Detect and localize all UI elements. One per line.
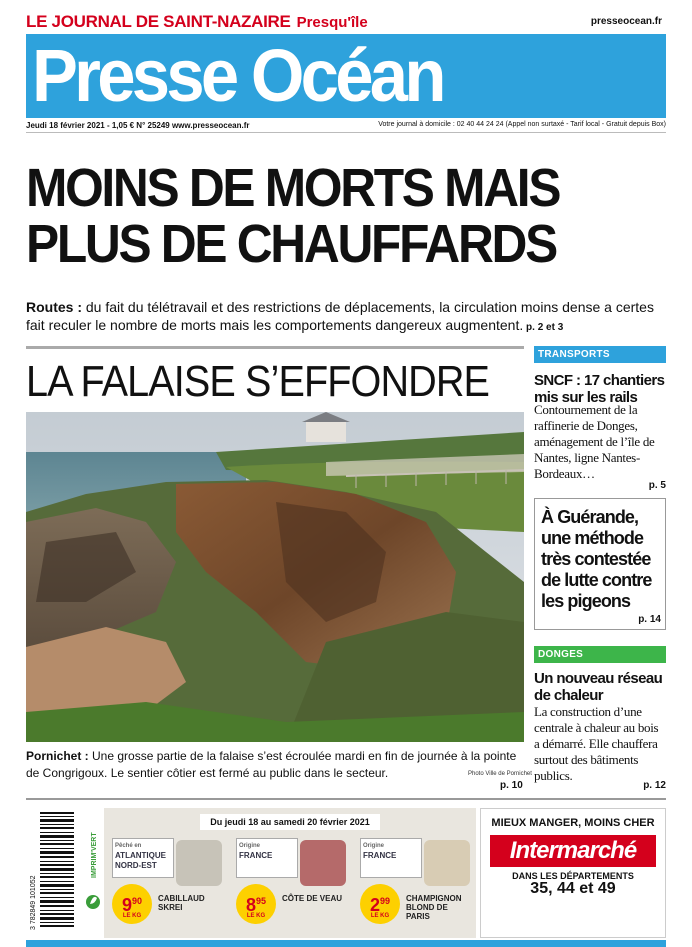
headline-standfirst — [26, 298, 666, 337]
sncf-page-ref[interactable]: p. 5 — [648, 480, 666, 491]
donges-page-ref[interactable]: p. 12 — [643, 780, 666, 791]
caption-kicker: Pornichet : — [26, 749, 89, 763]
origin-label: Pêché en ATLANTIQUE NORD-EST — [112, 838, 174, 878]
sncf-title[interactable]: SNCF : 17 chantiers mis sur les rails — [534, 372, 665, 406]
department-numbers: 35, 44 et 49 — [530, 880, 616, 897]
origin-label: Origine FRANCE — [236, 838, 298, 878]
cliff-photo-illustration — [26, 412, 524, 742]
product-name: CÔTE DE VEAU — [282, 894, 343, 903]
newspaper-logo: Presse Océan — [32, 34, 443, 117]
fish-icon — [176, 840, 222, 886]
transports-tag: TRANSPORTS — [534, 346, 666, 363]
edition-name: LE JOURNAL DE SAINT-NAZAIRE — [26, 12, 291, 31]
donges-title[interactable]: Un nouveau réseau de chaleur — [534, 670, 663, 704]
cliff-collapse-photo — [26, 412, 524, 742]
donges-tag: DONGES — [534, 646, 666, 663]
standfirst-kicker: Routes : — [26, 299, 82, 315]
guerande-teaser[interactable] — [534, 498, 666, 630]
mushroom-icon — [424, 840, 470, 886]
eco-label: IMPRIM'VERT — [91, 832, 98, 878]
standfirst-page-ref[interactable]: p. 2 et 3 — [523, 322, 564, 333]
department-label: DANS LES DÉPARTEMENTS — [512, 871, 634, 881]
intermarche-logo: Intermarché — [490, 835, 656, 867]
barcode-icon — [26, 806, 80, 934]
imprim-vert-badge — [84, 808, 102, 918]
promo-tile-veau[interactable] — [230, 832, 350, 936]
barcode-number: 3 782849 101052 — [30, 875, 37, 930]
imprim-vert-icon — [84, 808, 102, 918]
ad-slogan: MIEUX MANGER, MOINS CHER — [491, 817, 655, 829]
section-divider — [26, 346, 524, 349]
headline-line-1: MOINS DE MORTS MAIS — [26, 158, 560, 218]
main-headline[interactable] — [26, 160, 615, 272]
product-name: CABILLAUD SKREI — [158, 894, 205, 912]
promo-dates: Du jeudi 18 au samedi 20 février 2021 — [200, 814, 380, 830]
promo-tile-cabillaud[interactable] — [106, 832, 226, 936]
falaise-title[interactable]: LA FALAISE S’EFFONDRE — [26, 357, 490, 406]
promotion-banner[interactable] — [104, 808, 476, 938]
edition-strip — [26, 10, 666, 34]
standfirst-text: du fait du télétravail et des restrictions de déplacements, la circulation moins dense a certes fait reculer le nombre de morts mais les comportements dangereux augmentent. — [26, 299, 654, 333]
product-name: CHAMPIGNON BLOND DE PARIS — [406, 894, 462, 921]
photo-credit: Photo Ville de Pornichet — [468, 771, 532, 777]
edition-subtitle: Presqu'île — [296, 13, 368, 31]
falaise-page-ref[interactable]: p. 10 — [500, 780, 523, 791]
price-badge: $2^{99}$ LE KG — [360, 884, 400, 924]
barcode — [26, 806, 80, 934]
price-badge: $9^{90}$ LE KG — [112, 884, 152, 924]
intermarche-ad[interactable] — [480, 808, 666, 938]
caption-text: Une grosse partie de la falaise s’est écroulée mardi en fin de journée à la pointe de Congrigoux. Le sentier côtier est fermé au public dans le secteur. — [26, 749, 517, 780]
headline-line-2: PLUS DE CHAUFFARDS — [26, 214, 556, 274]
sncf-body: Contournement de la raffinerie de Donges, aménagement de l’île de Nantes, ligne Nantes-Bordeaux… — [534, 402, 655, 481]
guerande-page-ref: p. 14 — [638, 614, 661, 625]
issue-info: Jeudi 18 février 2021 - 1,05 € N° 25249 www.presseocean.fr — [26, 121, 250, 130]
masthead-banner — [26, 34, 666, 118]
guerande-title: À Guérande, une méthode très contestée de lutte contre les pigeons — [541, 507, 652, 611]
website-label[interactable]: presseocean.fr — [590, 16, 662, 27]
ad-divider — [26, 798, 666, 800]
donges-body: La construction d’une centrale à chaleur au bois a démarré. Elle chauffera surtout des bâtiments publics. — [534, 704, 659, 783]
subscription-info: Votre journal à domicile : 02 40 44 24 24 (Appel non surtaxé - Tarif local - Gratuit depuis Box) — [378, 121, 666, 128]
meat-icon — [300, 840, 346, 886]
price-badge: $8^{95}$ LE KG — [236, 884, 276, 924]
dateline — [26, 121, 666, 133]
origin-label: Origine FRANCE — [360, 838, 422, 878]
photo-caption — [26, 748, 524, 782]
promo-tile-champignon[interactable] — [354, 832, 474, 936]
bottom-bar — [26, 940, 666, 947]
